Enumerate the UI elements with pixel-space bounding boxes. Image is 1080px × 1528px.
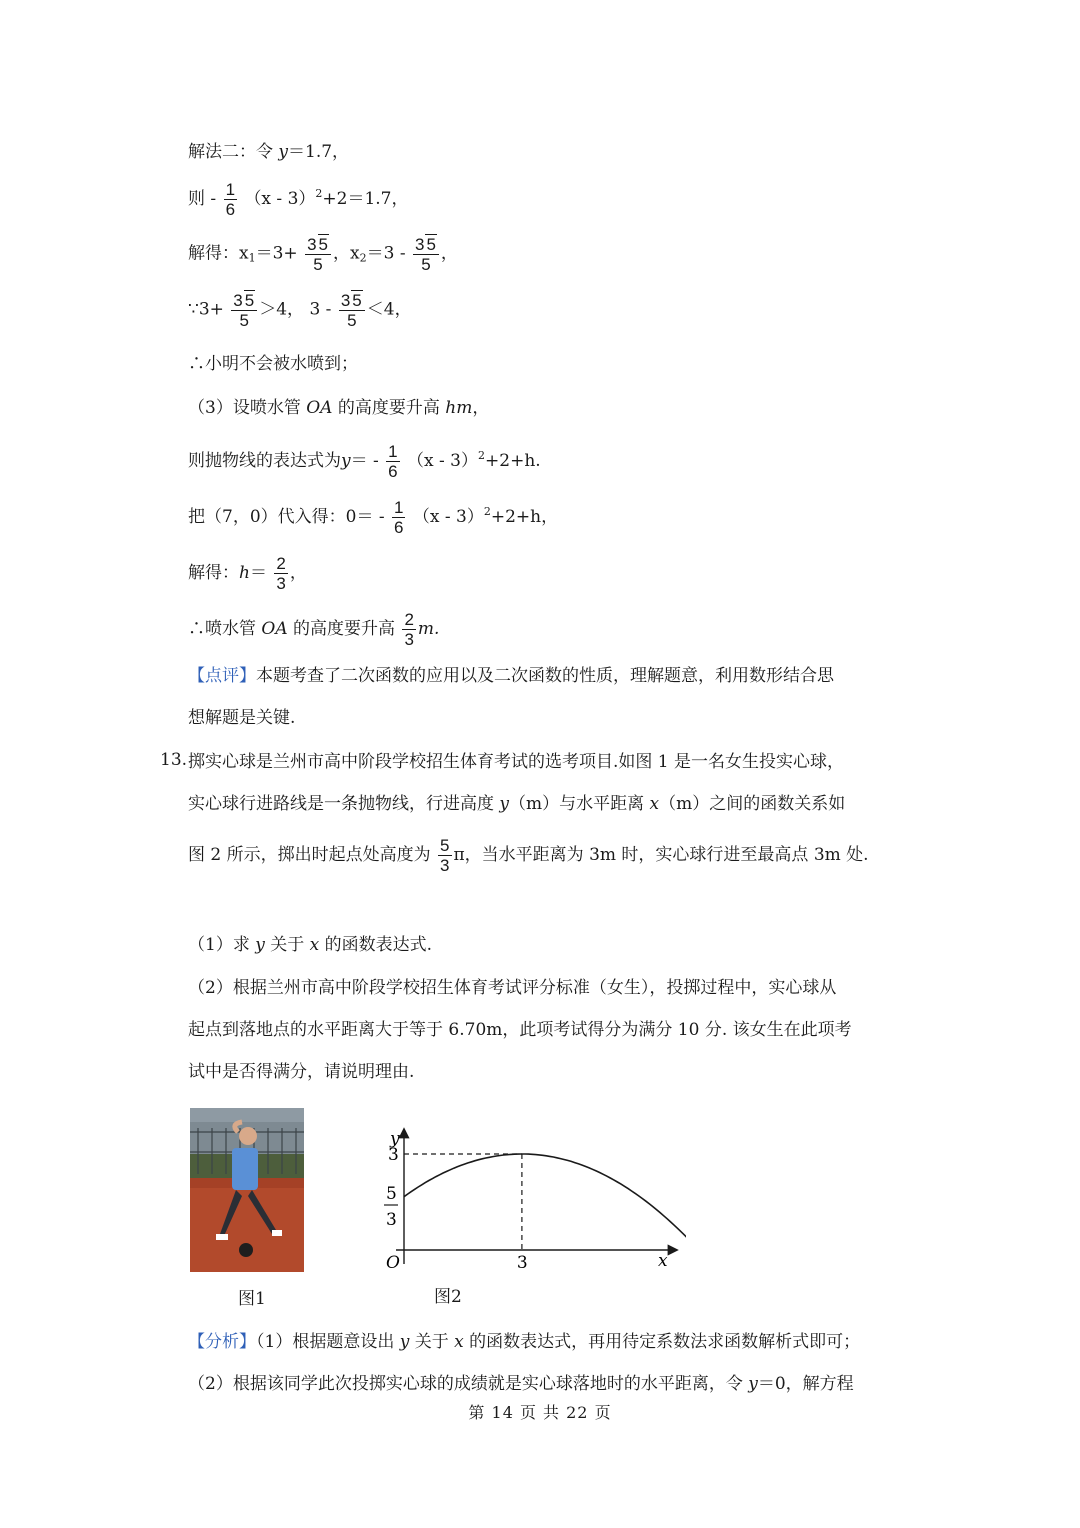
solution2-line5: ∴小明不会被水喷到； [188, 354, 358, 374]
q13-part1: （1）求 y 关于 x 的函数表达式. [188, 935, 433, 955]
fraction-3root5-over-5: $\frac{3 5}{5}$ [305, 234, 331, 274]
q13-part2-line3: 试中是否得满分，请说明理由. [188, 1062, 415, 1082]
x-axis-label: x [658, 1251, 668, 1271]
solution2-line1: 解法二：令 y＝1.7， [188, 142, 350, 162]
analysis-line2: （2）根据该同学此次投掷实心球的成绩就是实心球落地时的水平距离，令 y＝0，解方程 [188, 1374, 854, 1394]
part3-line2: 则抛物线的表达式为y＝ - $\frac{1}{6}$ （x - 3）$^2$+2+h. [188, 442, 541, 481]
part3-line5: ∴喷水管 OA 的高度要升高 $\frac{2}{3}$ m. [188, 610, 440, 649]
analysis-tag: 【分析】 [188, 1332, 256, 1352]
fraction-3root5-over-5: $\frac{3 5}{5}$ [413, 234, 439, 274]
fraction: $\frac{2}{3}$ [404, 610, 414, 649]
page-footer: 第 14 页 共 22 页 [468, 1403, 612, 1422]
fraction: $\frac{1}{6}$ [394, 498, 404, 537]
y-axis-label: y [390, 1129, 400, 1149]
comment-tag: 【点评】 [188, 666, 256, 686]
q13-line2: 实心球行进路线是一条抛物线，行进高度 y（m）与水平距离 x（m）之间的函数关系如 [188, 794, 846, 814]
q13-part2-line2: 起点到落地点的水平距离大于等于 6.70m，此项考试得分为满分 10 分. 该女生在此项考 [188, 1020, 852, 1040]
y-tick-3: 3 [388, 1145, 399, 1165]
y-tick-5-3-numerator: 5 [386, 1184, 397, 1204]
figure2-caption: 图2 [434, 1287, 462, 1307]
solution2-line3: 解得：$x_1=3+$ $\frac{3 5}{5}$ ，$x_2=3$ - $\frac{3 5}{5}$ ， [188, 235, 458, 274]
fraction-3root5-over-5: $\frac{3 5}{5}$ [339, 290, 365, 330]
fraction: $\frac{2}{3}$ [276, 554, 286, 593]
fraction: $\frac{5}{3}$ [440, 836, 450, 875]
fraction: $\frac{1}{6}$ [388, 442, 398, 481]
x-tick-3: 3 [516, 1253, 528, 1273]
analysis-line1: 【分析】（1）根据题意设出 y 关于 x 的函数表达式，再用待定系数法求函数解析式即可； [188, 1332, 861, 1352]
q13-part2-line1: （2）根据兰州市高中阶段学校招生体育考试评分标准（女生），投掷过程中，实心球从 [188, 978, 837, 998]
fraction-3root5-over-5: $\frac{3 5}{5}$ [231, 290, 257, 330]
parabola-graph [376, 1124, 686, 1274]
q13-line3: 图 2 所示，掷出时起点处高度为 $\frac{5}{3}$ π，当水平距离为 3m 时，实心球行进至最高点 3m 处. [188, 836, 869, 875]
shot-put-photo [190, 1108, 304, 1272]
origin-label: O [386, 1253, 400, 1273]
comment-line2: 想解题是关键. [188, 708, 296, 728]
solution2-line4: ∵3+ $\frac{3 5}{5}$ ＞4， 3 - $\frac{3 5}{5}$ ＜4， [188, 291, 412, 330]
part3-line4: 解得：h＝ $\frac{2}{3}$ ， [188, 554, 307, 593]
question-number: 13. [160, 750, 188, 770]
figure1-caption: 图1 [238, 1289, 266, 1309]
y-tick-5-3-denominator: 3 [386, 1210, 397, 1230]
fraction: $\frac{1}{6}$ [225, 180, 236, 219]
part3-line3: 把（7，0）代入得：0＝ - $\frac{1}{6}$ （x - 3）$^2$+2+h， [188, 498, 559, 537]
part3-line1: （3）设喷水管 OA 的高度要升高 hm， [188, 398, 490, 418]
comment-line1: 【点评】本题考查了二次函数的应用以及二次函数的性质，理解题意，利用数形结合思 [188, 666, 834, 686]
q13-line1: 掷实心球是兰州市高中阶段学校招生体育考试的选考项目.如图 1 是一名女生投实心球， [188, 752, 845, 772]
solution2-line2: 则 - $\frac{1}{6}$ （x - 3）$^2$+2＝1.7， [188, 180, 409, 219]
parabola-curve [404, 1154, 686, 1239]
